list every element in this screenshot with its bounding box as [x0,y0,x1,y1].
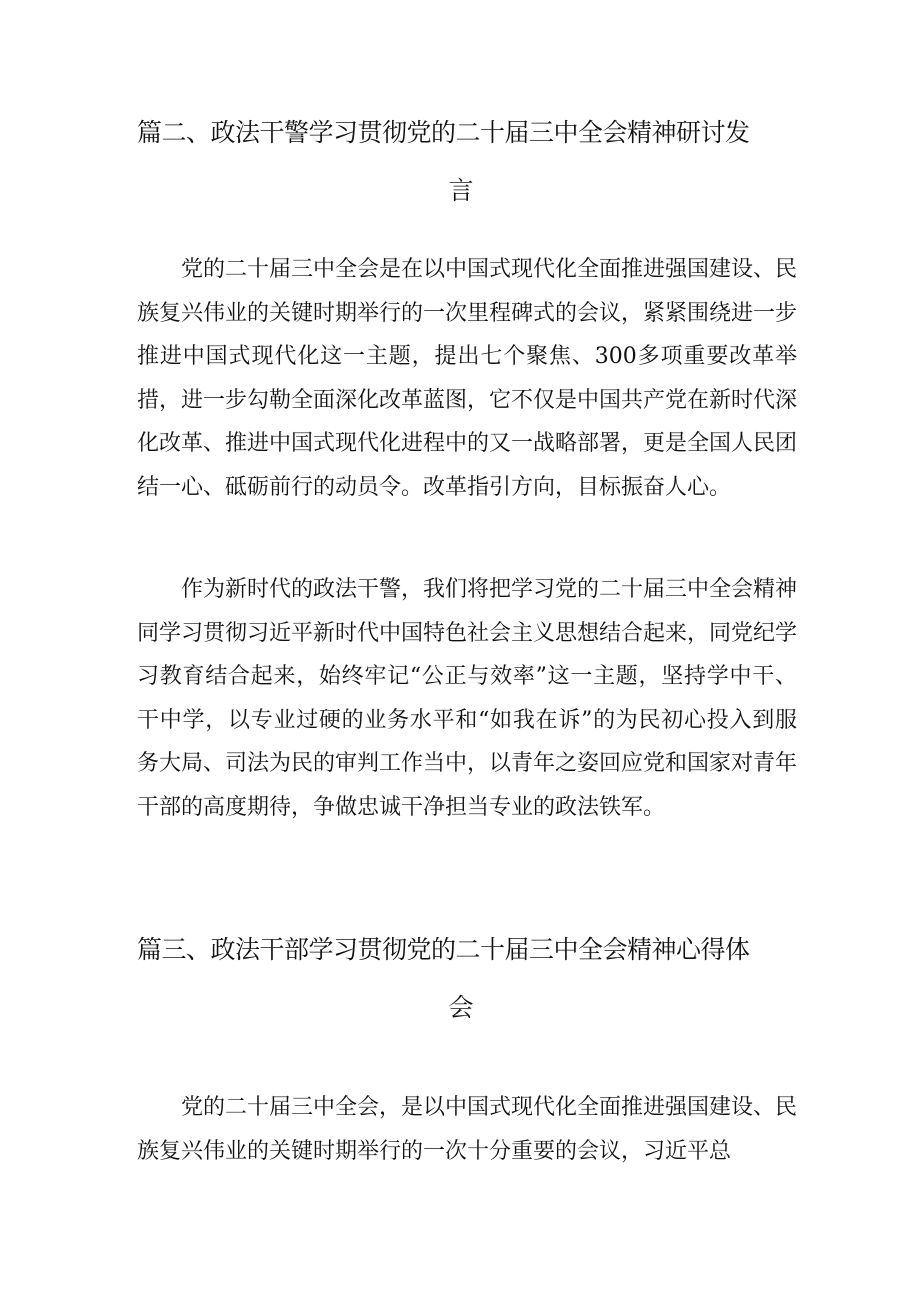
section-heading-3-continuation: 会 [448,993,474,1022]
section-heading-3: 篇三、政法干部学习贯彻党的二十届三中全会精神心得体 [137,935,750,964]
paragraph: 作为新时代的政法干警，我们将把学习党的二十届三中全会精神同学习贯彻习近平新时代中国特色社会主义思想结合起来，同党纪学习教育结合起来，始终牢记“公正与效率”这一主题，坚持学中干、干中学，以专业过硬的业务水平和“如我在诉”的为民初心投入到服务大局、司法为民的审判工作当中，以青年之姿回应党和国家对青年干部的高度期待，争做忠诚干净担当专业的政法铁军。 [137,577,798,820]
section-heading-2: 篇二、政法干警学习贯彻党的二十届三中全会精神研讨发 [137,118,750,147]
section-heading-2-continuation: 言 [448,176,474,205]
paragraph: 党的二十届三中全会是在以中国式现代化全面推进强国建设、民族复兴伟业的关键时期举行的一次里程碑式的会议，紧紧围绕进一步推进中国式现代化这一主题，提出七个聚焦、300多项重要改革举措，进一步勾勒全面深化改革蓝图，它不仅是中国共产党在新时代深化改革、推进中国式现代化进程中的又一战略部署，更是全国人民团结一心、砥砺前行的动员令。改革指引方向，目标振奋人心。 [137,257,798,500]
paragraph: 党的二十届三中全会，是以中国式现代化全面推进强国建设、民族复兴伟业的关键时期举行的一次十分重要的会议，习近平总 [137,1095,798,1164]
